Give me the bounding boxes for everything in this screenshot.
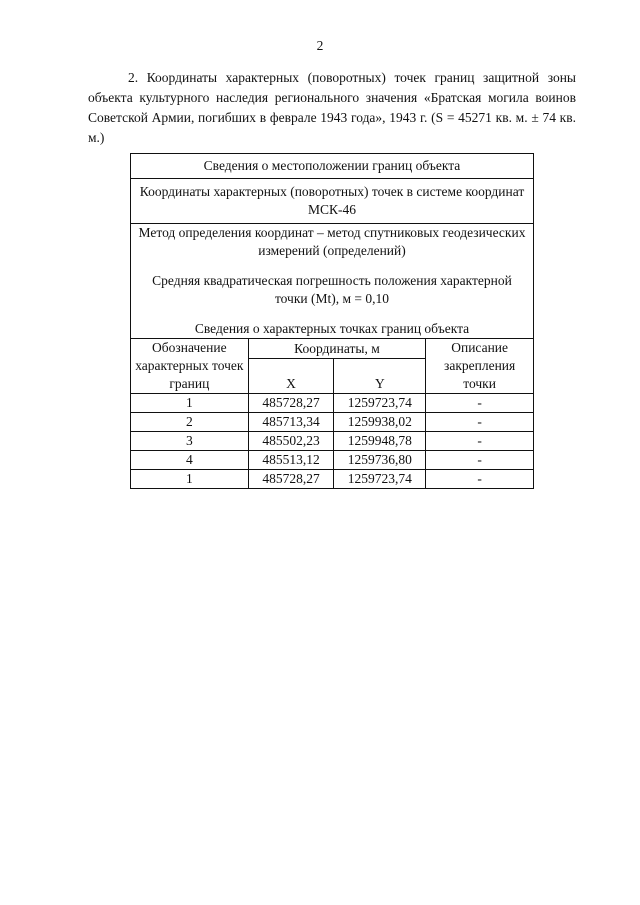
table-row <box>131 432 534 451</box>
table-row <box>131 451 534 470</box>
description-cell: - <box>426 470 534 489</box>
point-cell: 1 <box>131 470 249 489</box>
description-cell: - <box>426 413 534 432</box>
description-column-header: Описание закрепления точки <box>426 339 534 394</box>
description-cell: - <box>426 394 534 413</box>
x-cell: 485728,27 <box>248 394 334 413</box>
coordinates-column-header: Координаты, м <box>248 339 426 359</box>
coordinates-table <box>130 153 534 489</box>
description-cell: - <box>426 432 534 451</box>
method-text: Метод определения координат – метод спутниковых геодезических измерений (определений) <box>138 225 526 258</box>
x-cell: 485502,23 <box>248 432 334 451</box>
y-cell: 1259723,74 <box>334 470 426 489</box>
page-number: 2 <box>316 38 324 53</box>
point-cell: 1 <box>131 394 249 413</box>
designation-column-header: Обозначение характерных точек границ <box>131 339 249 394</box>
y-cell: 1259948,78 <box>334 432 426 451</box>
y-cell: 1259736,80 <box>334 451 426 470</box>
y-column-header: Y <box>334 359 426 394</box>
point-cell: 3 <box>131 432 249 451</box>
point-cell: 4 <box>131 451 249 470</box>
x-cell: 485728,27 <box>248 470 334 489</box>
section-paragraph: 2. Координаты характерных (поворотных) точек границ защитной зоны объекта культурного наследия регионального значения «Братская могила воинов Советской Армии, погибших в феврале 1943 года», 1943 г. (S = 45271 кв. м. ± 74 кв. м.) <box>88 70 576 145</box>
y-cell: 1259723,74 <box>334 394 426 413</box>
x-column-header: X <box>248 359 334 394</box>
table-row <box>131 413 534 432</box>
point-cell: 2 <box>131 413 249 432</box>
method-section <box>131 224 534 339</box>
x-cell: 485713,34 <box>248 413 334 432</box>
description-cell: - <box>426 451 534 470</box>
x-cell: 485513,12 <box>248 451 334 470</box>
points-info-text: Сведения о характерных точках границ объекта <box>194 321 470 336</box>
coordinate-system-header: Координаты характерных (поворотных) точек в системе координат МСК-46 <box>131 179 534 224</box>
table-row <box>131 394 534 413</box>
precision-text: Средняя квадратическая погрешность положения характерной точки (Mt), м = 0,10 <box>152 273 512 306</box>
y-cell: 1259938,02 <box>334 413 426 432</box>
table-row <box>131 470 534 489</box>
location-header: Сведения о местоположении границ объекта <box>131 154 534 179</box>
